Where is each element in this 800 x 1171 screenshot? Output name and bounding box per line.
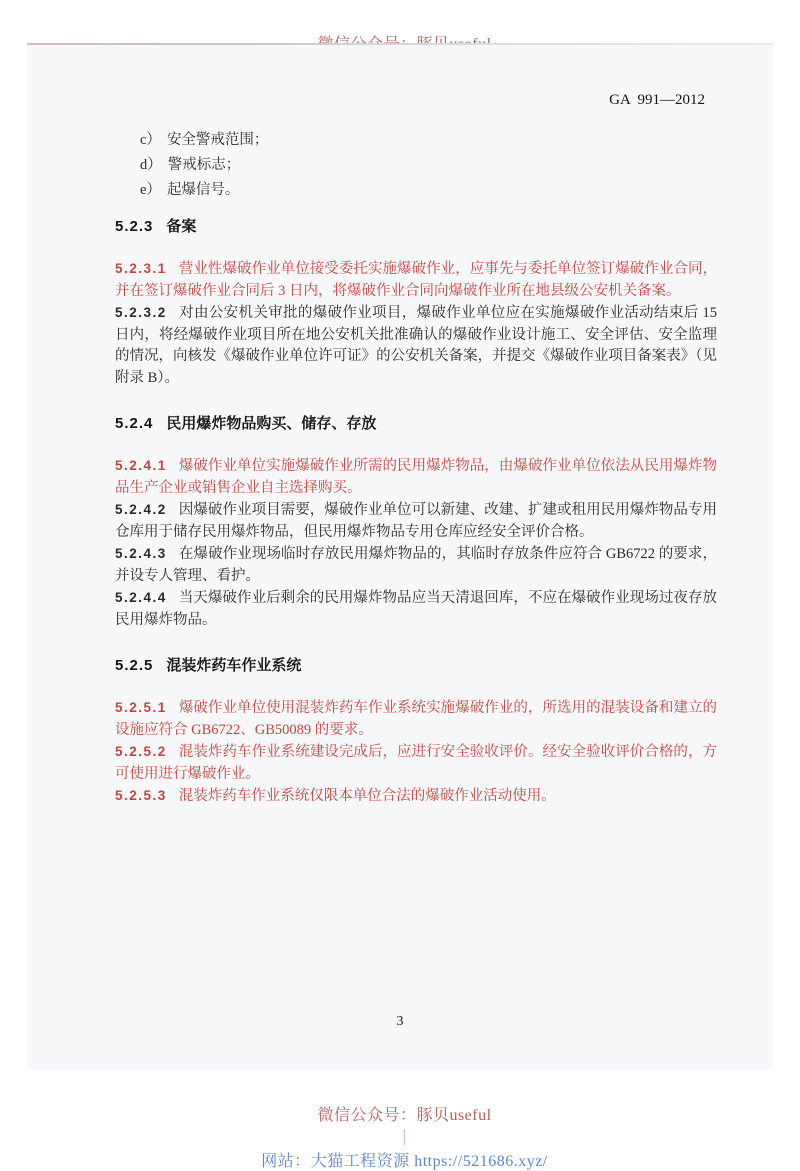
clause-number: 5.2.3.1 bbox=[115, 261, 167, 276]
clause-5-2-4-1 bbox=[115, 455, 717, 499]
list-item-label: c） bbox=[140, 132, 161, 148]
page-content bbox=[27, 43, 773, 808]
watermark-wechat-label: 微信公众号：豚贝useful bbox=[317, 1107, 492, 1124]
section-title: 混装炸药车作业系统 bbox=[166, 657, 302, 674]
clause-number: 5.2.4.4 bbox=[115, 590, 167, 605]
clause-number: 5.2.5.3 bbox=[115, 788, 167, 803]
clause-5-2-5-3 bbox=[115, 785, 717, 808]
list-item-text: 安全警戒范围； bbox=[166, 132, 269, 148]
clause-number: 5.2.4.2 bbox=[115, 502, 167, 517]
list-item-label: d） bbox=[140, 157, 162, 173]
list-item-label: e） bbox=[140, 182, 161, 198]
section-title: 备案 bbox=[166, 218, 197, 235]
section-title: 民用爆炸物品购买、储存、存放 bbox=[166, 415, 377, 432]
list-item-text: 警戒标志； bbox=[167, 157, 241, 173]
section-heading bbox=[115, 654, 717, 675]
clause-5-2-4-4 bbox=[115, 587, 717, 631]
clause-text: 混装炸药车作业系统仅限本单位合法的爆破作业活动使用。 bbox=[178, 788, 556, 804]
clause-text: 营业性爆破作业单位接受委托实施爆破作业，应事先与委托单位签订爆破作业合同，并在签订爆破作业合同后 3 日内，将爆破作业合同向爆破作业所在地县级公安机关备案。 bbox=[115, 261, 717, 299]
section-heading bbox=[115, 412, 717, 433]
section-5-2-3 bbox=[115, 215, 717, 389]
clause-text: 对由公安机关审批的爆破作业项目，爆破作业单位应在实施爆破作业活动结束后 15 日内，将经爆破作业项目所在地公安机关批准确认的爆破作业设计施工、安全评估、安全监理的情况，向核发《爆破作业单位许可证》的公安机关备案，并提交《爆破作业项目备案表》（见附录 B）。 bbox=[115, 305, 717, 386]
clause-text: 在爆破作业现场临时存放民用爆炸物品的，其临时存放条件应符合 GB6722 的要求，并设专人管理、看护。 bbox=[115, 546, 717, 584]
watermark-bottom bbox=[0, 1084, 800, 1171]
clause-5-2-5-2 bbox=[115, 741, 717, 785]
clause-number: 5.2.5.1 bbox=[115, 700, 167, 715]
page-number: 3 bbox=[396, 1014, 404, 1029]
list-item-text: 起爆信号。 bbox=[166, 182, 240, 198]
standard-code: GA 991—2012 bbox=[609, 92, 705, 108]
list-item bbox=[140, 178, 717, 203]
section-5-2-5 bbox=[115, 654, 717, 808]
clause-text: 因爆破作业项目需要，爆破作业单位可以新建、改建、扩建或租用民用爆炸物品专用仓库用于储存民用爆炸物品，但民用爆炸物品专用仓库应经安全评价合格。 bbox=[115, 502, 717, 540]
section-5-2-4 bbox=[115, 412, 717, 631]
section-heading bbox=[115, 215, 717, 236]
page-top-divider bbox=[27, 43, 773, 45]
clause-5-2-5-1 bbox=[115, 697, 717, 741]
clause-text: 爆破作业单位实施爆破作业所需的民用爆炸物品，由爆破作业单位依法从民用爆炸物品生产企业或销售企业自主选择购买。 bbox=[115, 458, 717, 496]
clause-text: 混装炸药车作业系统建设完成后，应进行安全验收评价。经安全验收评价合格的，方可使用进行爆破作业。 bbox=[115, 744, 717, 782]
clause-number: 5.2.4.3 bbox=[115, 546, 167, 561]
clause-number: 5.2.3.2 bbox=[115, 305, 167, 320]
clause-text: 爆破作业单位使用混装炸药车作业系统实施爆破作业的，所选用的混装设备和建立的设施应符合 GB6722、GB50089 的要求。 bbox=[115, 700, 717, 738]
clause-number: 5.2.4.1 bbox=[115, 458, 167, 473]
list-item bbox=[140, 128, 717, 153]
clause-text: 当天爆破作业后剩余的民用爆炸物品应当天清退回库，不应在爆破作业现场过夜存放民用爆炸物品。 bbox=[115, 590, 717, 628]
watermark-separator: ｜ bbox=[396, 1130, 413, 1147]
section-number: 5.2.5 bbox=[115, 657, 154, 674]
clause-5-2-3-1 bbox=[115, 258, 717, 302]
clause-5-2-4-3 bbox=[115, 543, 717, 587]
section-number: 5.2.3 bbox=[115, 218, 154, 235]
section-number: 5.2.4 bbox=[115, 415, 154, 432]
watermark-site-link[interactable]: 网站：大猫工程资源 https://521686.xyz/ bbox=[261, 1153, 548, 1170]
document-page bbox=[27, 43, 773, 1069]
list-item bbox=[140, 153, 717, 178]
clause-5-2-3-2 bbox=[115, 302, 717, 389]
clause-5-2-4-2 bbox=[115, 499, 717, 543]
intro-list bbox=[115, 128, 717, 203]
clause-number: 5.2.5.2 bbox=[115, 744, 167, 759]
